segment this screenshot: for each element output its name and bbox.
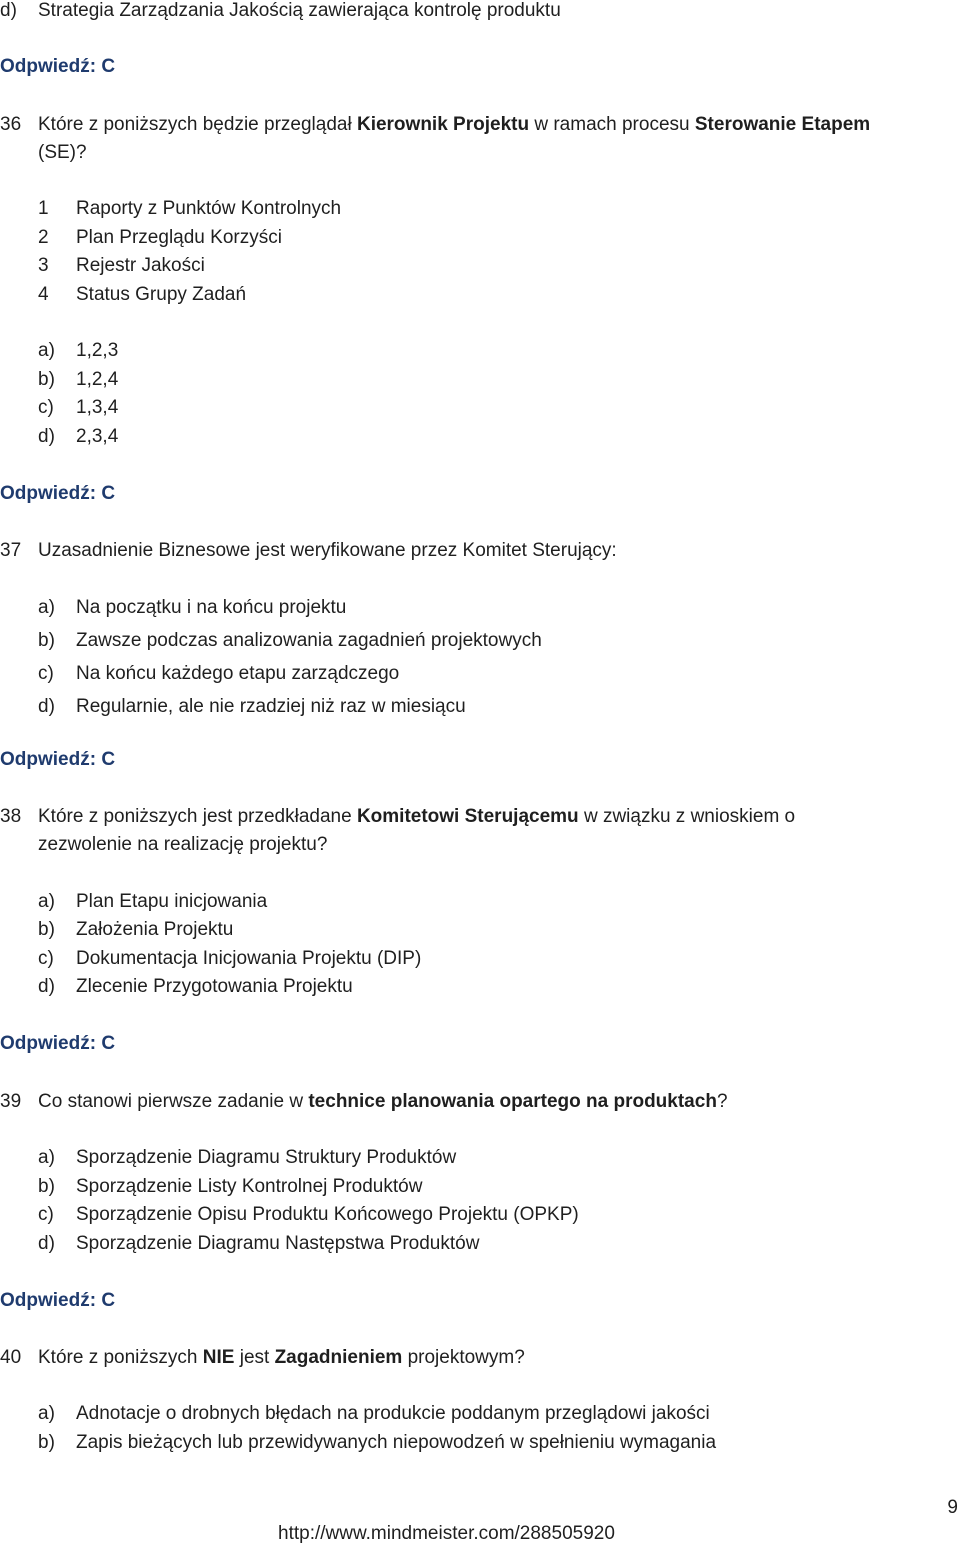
option-b: b) Zawsze podczas analizowania zagadnień projektowych xyxy=(38,630,542,651)
question-36-cont: (SE)? xyxy=(38,142,87,163)
option-a: a) Na początku i na końcu projektu xyxy=(38,597,347,618)
list-item: 4 Status Grupy Zadań xyxy=(38,284,247,305)
list-item: 2 Plan Przeglądu Korzyści xyxy=(38,227,282,248)
option-c: c) 1,3,4 xyxy=(38,397,119,418)
question-40: 40 Które z poniższych NIE jest Zagadnieniem projektowym? xyxy=(0,1347,525,1368)
option-d-prev: d) Strategia Zarządzania Jakością zawierająca kontrolę produktu xyxy=(0,0,561,21)
question-37: 37 Uzasadnienie Biznesowe jest weryfikowane przez Komitet Sterujący: xyxy=(0,540,617,561)
option-d: d) 2,3,4 xyxy=(38,426,119,447)
option-c: c) Dokumentacja Inicjowania Projektu (DIP) xyxy=(38,948,422,969)
option-d: d) Zlecenie Przygotowania Projektu xyxy=(38,976,353,997)
option-b: b) 1,2,4 xyxy=(38,369,119,390)
question-39: 39 Co stanowi pierwsze zadanie w technice planowania opartego na produktach? xyxy=(0,1091,728,1112)
answer-label: Odpwiedź: C xyxy=(0,1033,116,1054)
option-c: c) Na końcu każdego etapu zarządczego xyxy=(38,663,400,684)
answer-label: Odpwiedź: C xyxy=(0,483,116,504)
footer-url[interactable]: http://www.mindmeister.com/288505920 xyxy=(278,1523,615,1544)
option-c: c) Sporządzenie Opisu Produktu Końcowego Projektu (OPKP) xyxy=(38,1204,579,1225)
option-a: a) 1,2,3 xyxy=(38,340,119,361)
option-b: b) Sporządzenie Listy Kontrolnej Produktów xyxy=(38,1176,423,1197)
answer-label: Odpwiedź: C xyxy=(0,56,116,77)
option-a: a) Sporządzenie Diagramu Struktury Produktów xyxy=(38,1147,457,1168)
option-d: d) Sporządzenie Diagramu Następstwa Produktów xyxy=(38,1233,480,1254)
question-38-cont: zezwolenie na realizację projektu? xyxy=(38,834,328,855)
question-36: 36 Które z poniższych będzie przeglądał Kierownik Projektu w ramach procesu Sterowanie Etapem xyxy=(0,114,871,135)
option-a: a) Adnotacje o drobnych błędach na produkcie poddanym przeglądowi jakości xyxy=(38,1403,710,1424)
list-item: 1 Raporty z Punktów Kontrolnych xyxy=(38,198,342,219)
list-item: 3 Rejestr Jakości xyxy=(38,255,205,276)
question-38: 38 Które z poniższych jest przedkładane Komitetowi Sterującemu w związku z wnioskiem o xyxy=(0,806,796,827)
option-b: b) Zapis bieżących lub przewidywanych niepowodzeń w spełnieniu wymagania xyxy=(38,1432,717,1453)
option-b: b) Założenia Projektu xyxy=(38,919,234,940)
option-d: d) Regularnie, ale nie rzadziej niż raz w miesiącu xyxy=(38,696,466,717)
answer-label: Odpwiedź: C xyxy=(0,1290,116,1311)
option-a: a) Plan Etapu inicjowania xyxy=(38,891,268,912)
page-number: 9 xyxy=(947,1497,958,1518)
answer-label: Odpwiedź: C xyxy=(0,749,116,770)
